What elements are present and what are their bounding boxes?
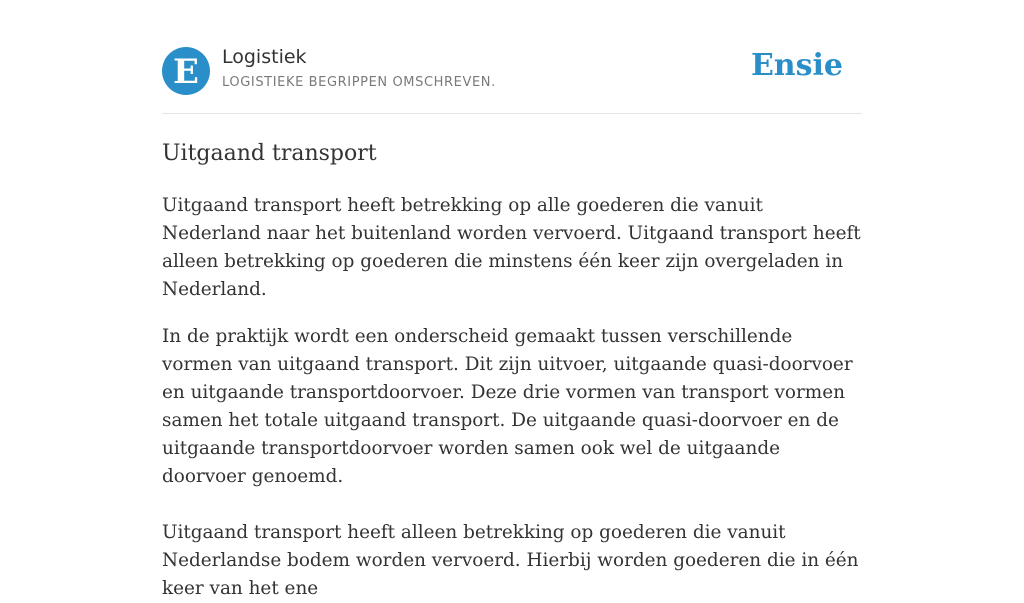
site-logo-icon[interactable]: E (162, 47, 210, 95)
article-title: Uitgaand transport (162, 141, 377, 166)
site-name[interactable]: Logistiek (222, 46, 307, 68)
content-container (162, 0, 862, 603)
article-paragraph-3: Uitgaand transport heeft alleen betrekking op goederen die vanuit Nederlandse bodem worden vervoerd. Hierbij worden goederen die in één keer van het ene (162, 522, 859, 599)
article-paragraph-2: In de praktijk wordt een onderscheid gemaakt tussen verschillende vormen van uitgaand transport. Dit zijn uitvoer, uitgaande quasi-doorvoer en uitgaande transportdoorvoer. Deze drie vormen van transport vormen samen het totale uitgaand transport. De uitgaande quasi-doorvoer en de uitgaande transportdoorvoer worden samen ook wel de uitgaande doorvoer genoemd. (162, 326, 853, 487)
site-header (162, 0, 862, 114)
brand-logo[interactable]: Ensie (750, 48, 843, 83)
article-paragraph-1: Uitgaand transport heeft betrekking op alle goederen die vanuit Nederland naar het buitenland worden vervoerd. Uitgaand transport heeft alleen betrekking op goederen die minstens één keer zijn overgeladen in Nederland. (162, 195, 861, 300)
site-tagline: LOGISTIEKE BEGRIPPEN OMSCHREVEN. (222, 75, 496, 90)
